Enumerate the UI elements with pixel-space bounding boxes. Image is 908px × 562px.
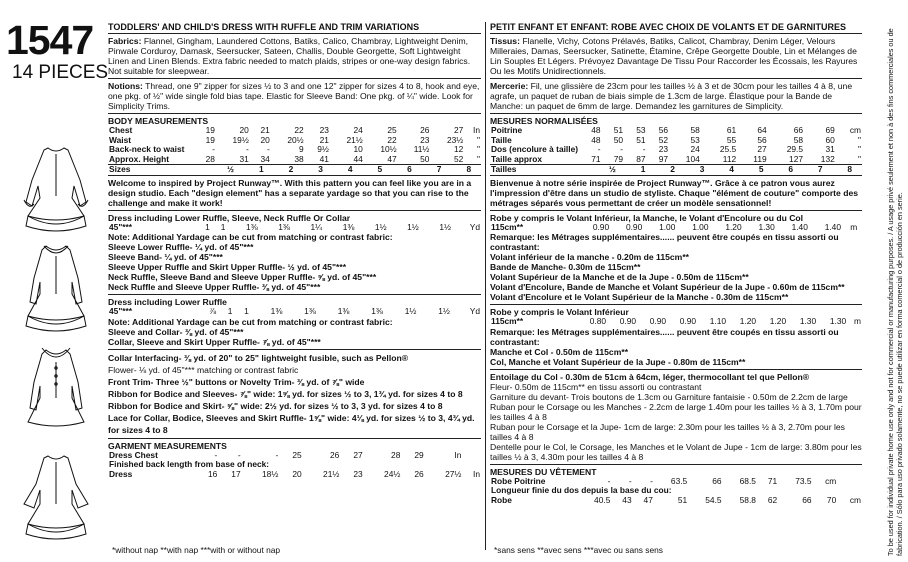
en-bm-value: 28 — [205, 153, 215, 164]
en-body-measurements-heading: BODY MEASUREMENTS — [108, 113, 481, 126]
fr-size-value: ½ — [608, 164, 616, 174]
fr-gm-value: - — [650, 475, 653, 486]
fr-sizes-label: Tailles — [491, 164, 517, 174]
fr-body-measurements-heading: MESURES NORMALISÉES — [490, 113, 862, 126]
en-bm-value: 22 — [387, 134, 397, 145]
en-flower: Flower- ⅛ yd. of 45"*** matching or contrast fabric — [108, 364, 299, 375]
en-size-value: 3 — [318, 164, 323, 174]
en-view2-yardage-value: 1⅜ — [270, 306, 283, 316]
fr-garment-measurements-heading: MESURES DU VÊTEMENT — [490, 464, 862, 477]
english-column — [108, 22, 481, 479]
fr-view2-yardage-value: 1.30 — [829, 316, 847, 326]
en-view1-item: Sleeve Lower Ruffle- ¼ yd. of 45"*** — [108, 242, 254, 252]
fr-gm-value: 73.5 — [795, 475, 812, 486]
en-bm-value: 25 — [387, 125, 397, 135]
fr-size-value: 2 — [670, 164, 675, 174]
en-gm-value: In — [473, 468, 480, 479]
en-footer: *without nap **with nap ***with or without nap — [112, 545, 281, 555]
fr-bm-value: 56 — [658, 125, 669, 135]
en-gm-value: 16 — [207, 468, 218, 479]
en-bm-value: 21½ — [346, 134, 363, 145]
en-gm-value: 17 — [231, 468, 241, 479]
en-bm-value: 27 — [453, 125, 464, 135]
dress-view-3-illustration — [14, 342, 98, 440]
pattern-number: 1547 — [6, 17, 94, 63]
en-bm-label: Approx. Height — [109, 153, 170, 164]
fr-title: PETIT ENFANT ET ENFANT: ROBE AVEC CHOIX DE VOLANTS ET DE GARNITURES — [490, 22, 862, 34]
fr-bm-value: 69 — [825, 125, 835, 135]
fr-view1-item: Volant d'Encolure, Bande de Manche et Volant Supérieur de la Jupe - 0.60m de 115cm** — [490, 282, 845, 292]
en-gm-value: 20 — [292, 468, 302, 479]
en-view1-yardage-value: 1½ — [439, 221, 451, 232]
en-gm-value: In — [454, 449, 462, 460]
fr-bm-value: 48 — [591, 125, 601, 135]
fr-view1-item: Volant Supérieur de la Manche et de la Jupe - 0.50m de 115cm** — [490, 272, 749, 282]
en-size-spacer — [472, 165, 481, 176]
fr-gm-value: - — [628, 475, 632, 486]
fr-gm-value: 71 — [767, 475, 778, 486]
fr-gm-value: cm — [825, 475, 837, 486]
fr-view1-yardage-value: 0.90 — [592, 221, 610, 232]
fr-view2-yardage-value: 0.90 — [649, 316, 667, 326]
fr-gm-value: cm — [849, 494, 861, 505]
fr-view2-yardage-value: 1.20 — [769, 316, 787, 326]
fr-bm-value: 53 — [690, 134, 700, 145]
en-view1-item: Neck Ruffle and Sleeve Upper Ruffle- ⅜ yd. of 45"*** — [108, 282, 321, 292]
fr-bm-value: 48 — [591, 134, 601, 145]
fr-bm-value: 52 — [658, 134, 669, 145]
fr-view2-yardage-value: 1.30 — [799, 316, 817, 326]
piece-count: 14 PIECES — [12, 62, 109, 83]
side-usage-note: To be used for individual private home use only and not for commercial or manufacturing purposes. / A usage privé seulement et non à des fins commerciales ou de fabrication. / Sólo para uso privado solamente, no se puede utilizar en forma comercial o de producción en serie. — [886, 28, 904, 556]
fr-body-measurements-table — [490, 126, 862, 164]
en-gm-value: 18½ — [262, 468, 279, 479]
fr-view1-unit — [858, 223, 862, 233]
fr-size-value: 1 — [640, 164, 646, 174]
en-bm-value: 21 — [319, 134, 329, 145]
fr-welcome: Bienvenue à notre série inspirée de Project Runway™. Grâce à ce patron vous aurez l'impression d'être dans un studio de styliste. Chaque "élément de couture" comporte des métrages séparés vous permettant de créer un modèle sensationnel! — [490, 177, 858, 208]
en-view1-title: Dress including Lower Ruffle, Sleeve, Neck Ruffle Or Collar — [108, 212, 351, 223]
fr-bm-value: 79 — [613, 153, 624, 164]
fr-view2-yardage-value: 0.90 — [619, 316, 637, 326]
en-gm-label: Dress Chest — [109, 449, 158, 460]
en-bm-value: 47 — [387, 153, 397, 164]
en-bm-value: - — [246, 144, 249, 154]
en-view1-item: Neck Ruffle, Sleeve Band and Sleeve Upper Ruffle- ⅝ yd. of 45"*** — [108, 272, 377, 282]
en-view2-item: Sleeve and Collar- ⅜ yd. of 45"*** — [108, 326, 244, 337]
en-bm-value: 19½ — [232, 134, 249, 145]
en-bm-value: 23 — [420, 134, 430, 145]
en-size-value: 4 — [347, 164, 353, 174]
en-gm-value: 25 — [292, 449, 302, 460]
fr-view2-item: Manche et Col - 0.50m de 115cm** — [490, 346, 629, 357]
dress-view-4-illustration — [14, 448, 98, 544]
fr-view1-yardage-value: 0.90 — [625, 221, 643, 232]
fr-gm-label: Longueur finie du dos depuis la base du cou: — [491, 485, 672, 495]
fr-bm-value: 60 — [825, 134, 835, 145]
en-ribbon-2: Ribbon for Bodice and Skirt- ⅝" wide: 2½ yd. for sizes ½ to 3, 3 yd. for sizes 4 to 8 — [108, 400, 443, 411]
column-divider — [485, 22, 486, 550]
fr-bm-value: 119 — [753, 153, 767, 164]
en-size-value: 1 — [258, 164, 264, 174]
fr-bm-value: 29.5 — [786, 144, 804, 154]
en-view1-yardage-value: 1½ — [407, 221, 419, 232]
en-bm-value: 12 — [453, 144, 464, 154]
fr-gm-value: 63.5 — [670, 475, 688, 486]
en-bm-value: 20½ — [287, 134, 304, 145]
fr-footer: *sans sens **avec sens ***avec ou sans sens — [494, 545, 663, 555]
en-view1-yardage-value: 1 — [220, 221, 226, 232]
en-bm-value: 9 — [298, 144, 304, 154]
fr-ribbon-1: Ruban pour le Corsage ou les Manches - 2.2cm de large 1.40m pour les tailles ½ à 3, 1.70m pour les tailles 4 à 8 — [490, 401, 862, 422]
en-size-value: 8 — [466, 164, 472, 174]
en-view2-note: Note: Additional Yardage can be cut from matching or contrast fabric: — [108, 316, 393, 327]
fr-view2-unit: m — [854, 316, 861, 326]
en-bm-value: " — [477, 153, 480, 164]
en-gm-value: 21½ — [323, 468, 340, 479]
fr-bm-row — [490, 145, 862, 155]
fr-bm-value: 55 — [726, 134, 737, 145]
fr-bm-value: - — [597, 144, 601, 154]
fr-view1-note: Remarque: les Métrages supplémentaires...... peuvent être coupés en tissu assorti ou contrastant: — [490, 232, 839, 252]
fr-view2-yardage — [490, 317, 862, 327]
en-view2-yardage — [108, 307, 481, 317]
en-view1-yardage-value: 1⅜ — [246, 221, 258, 232]
en-bm-value: 26 — [420, 125, 430, 135]
fr-bm-value: - — [620, 144, 624, 154]
en-sizes-row — [108, 164, 481, 176]
fr-lace: Dentelle pour le Col, le Corsage, les Manches et le Volant de Jupe - 1cm de large: 3.80m pour les tailles ½ à 3, 4.30m pour les tailles 4 à 8 — [490, 441, 862, 462]
fr-gm-value: 51 — [677, 494, 688, 505]
fr-gm-value: 40.5 — [594, 494, 611, 505]
en-bm-label: Waist — [109, 134, 132, 145]
fr-size-spacer — [853, 165, 862, 176]
fr-view1-yardage-value: 1.40 — [791, 221, 808, 232]
en-gm-value: - — [275, 449, 279, 460]
en-bm-label: Chest — [109, 125, 133, 135]
fr-bm-value: 112 — [722, 153, 737, 164]
fr-bm-value: - — [642, 144, 646, 154]
en-bm-value: 31 — [239, 153, 249, 164]
fr-view1-yardage-value: 1.00 — [692, 221, 709, 232]
en-bm-value: 10½ — [380, 144, 397, 154]
fr-garment-measurements-table — [490, 477, 862, 506]
fr-bm-value: 25.5 — [719, 144, 737, 154]
en-view1-yardage-value: 1½ — [374, 221, 387, 232]
en-bm-value: 20 — [239, 125, 249, 135]
en-gm-row — [108, 470, 481, 480]
en-bm-value: 19 — [205, 125, 215, 135]
fr-view2-width: 115cm** — [491, 316, 524, 326]
en-garment-measurements-table — [108, 451, 481, 480]
fr-bm-value: 97 — [658, 153, 669, 164]
en-bm-value: 50 — [420, 153, 430, 164]
fr-bm-label: Taille — [491, 134, 512, 145]
fr-view1-item: Volant inférieur de la manche - 0.20m de 115cm** — [490, 252, 690, 262]
fr-gm-value: 68.5 — [739, 475, 756, 486]
en-bm-value: - — [266, 144, 270, 154]
fr-bm-value: 87 — [636, 153, 646, 164]
en-gm-value: 26 — [414, 468, 424, 479]
fr-bm-value: 104 — [685, 153, 700, 164]
en-size-value: 6 — [407, 164, 412, 174]
en-bm-value: 19 — [205, 134, 215, 145]
fr-gm-value: 66 — [712, 475, 722, 486]
fr-view1-title: Robe y compris le Volant Inférieur, la Manche, le Volant d'Encolure ou du Col — [490, 212, 804, 223]
fr-gm-label: Robe Poitrine — [491, 475, 546, 486]
fr-bm-value: " — [858, 134, 861, 145]
fr-view1-yardage-value: 1.40 — [824, 221, 841, 232]
dress-view-1-illustration — [14, 140, 98, 235]
fr-bm-value: 66 — [793, 125, 804, 135]
fr-bm-value: 51 — [613, 125, 624, 135]
fr-bm-value: 58 — [793, 134, 804, 145]
en-view1-note: Note: Additional Yardage can be cut from matching or contrast fabric: — [108, 232, 393, 242]
en-ribbon-1: Ribbon for Bodice and Sleeves- ⅞" wide: 1⅝ yd. for sizes ½ to 3, 1¾ yd. for sizes 4 to 8 — [108, 388, 463, 399]
en-view1-yardage-value: 1⅜ — [342, 221, 355, 232]
fr-bm-value: 31 — [825, 144, 835, 154]
en-bm-value: 21 — [260, 125, 270, 135]
fr-view2-note: Remarque: les Métrages supplémentaires...... peuvent être coupés en tissu assorti ou contrastant: — [490, 326, 839, 347]
en-view1-yardage-value: 1 — [205, 221, 210, 232]
en-view2-item: Collar, Sleeve and Skirt Upper Ruffle- ⅞ yd. of 45"*** — [108, 336, 321, 347]
en-view2-yardage-value: 1⅜ — [371, 306, 383, 316]
fr-bm-row — [490, 126, 862, 136]
en-gm-value: 27 — [353, 449, 363, 460]
fr-size-value: 6 — [788, 164, 794, 174]
en-gm-value: 24½ — [384, 468, 401, 479]
fr-size-value: 4 — [729, 164, 734, 174]
fr-gm-value: 58.8 — [739, 494, 756, 505]
en-gm-value: 28 — [391, 449, 401, 460]
fr-view1-yardage-value: 1.20 — [725, 221, 742, 232]
en-size-value: 2 — [288, 164, 294, 174]
en-bm-value: 23 — [319, 125, 329, 135]
en-view1-unit: Yd — [469, 221, 480, 232]
en-view1-yardage — [108, 223, 481, 233]
en-bm-label: Back-neck to waist — [109, 144, 185, 154]
fr-bm-value: 24 — [690, 144, 700, 154]
fr-size-value: 8 — [847, 164, 853, 174]
fr-view2-yardage-value: 1.10 — [709, 316, 727, 326]
en-size-value: ½ — [226, 164, 234, 174]
fr-gm-value: - — [607, 475, 611, 486]
en-notions: Notions: Thread, one 9" zipper for sizes ½ to 3 and one 12" zipper for sizes 4 to 8, hook and eye, one pkg. of ½" wide single fold bias tape. Elastic for Sleeve Band: One pkg. of ¼" wide. Look for Simplicity Trims. — [108, 78, 481, 111]
fr-bm-value: 64 — [757, 125, 767, 135]
en-bm-value: 11½ — [413, 144, 430, 154]
fr-gm-value: 62 — [767, 494, 778, 505]
fr-bm-value: 132 — [820, 153, 835, 164]
en-bm-value: 23½ — [446, 134, 464, 145]
en-front-trim: Front Trim- Three ½" buttons or Novelty Trim- ⅜ yd. of ⅞" wide — [108, 376, 365, 387]
en-view1-yardage-value: 1⅜ — [278, 221, 290, 232]
fr-bm-value: 58 — [690, 125, 700, 135]
fr-interfacing: Entoilage du Col - 0.30m de 51cm à 64cm, léger, thermocollant tel que Pellon® — [490, 371, 810, 382]
en-view1-yardage-value: 1¼ — [310, 221, 323, 232]
en-view2-unit: Yd — [469, 306, 480, 316]
fr-bm-value: 71 — [591, 153, 601, 164]
fr-view2-yardage-value: 0.90 — [679, 316, 697, 326]
en-bm-value: 9½ — [317, 144, 329, 154]
fr-bm-value: cm — [849, 125, 861, 135]
dress-view-2-illustration — [14, 238, 98, 336]
fr-bm-label: Dos (encolure à taille) — [491, 144, 579, 154]
fr-bm-value: 50 — [613, 134, 624, 145]
fr-size-value: 5 — [758, 164, 764, 174]
en-fabrics: Fabrics: Flannel, Gingham, Laundered Cottons, Batiks, Calico, Chambray, Lightweight Denim, Pinwale Corduroy, Damask, Seersucker, Sateen, Challis, Double Georgette, Soft Lightweight Linen and Linen Blends. Extra fabric needed to match plaids, stripes or one-way design fabrics. Not suitable for sleepwear. — [108, 36, 471, 76]
fr-view1-yardage-value: m — [850, 221, 858, 232]
fr-gm-value: 47 — [643, 494, 653, 505]
en-bm-row — [108, 155, 481, 165]
fr-size-value: 3 — [699, 164, 705, 174]
fr-fabrics: Tissus: Flanelle, Vichy, Cotons Prélavés, Batiks, Calicot, Chambray, Denim Léger, Velours Milleraies, Damas, Seersucker, Satinette, Étamine, Crêpe Georgette Double, Lin et Mélanges de Lin Souples Et Légers. Prévoyez Davantage De Tissu Pour Raccorder les Écossais, les Rayures Ou les Motifs Unidirectionnels. — [490, 36, 858, 76]
en-bm-value: 34 — [260, 153, 270, 164]
en-gm-value: 29 — [414, 449, 424, 460]
en-gm-value: 26 — [330, 449, 340, 460]
fr-view2-yardage-value: 1.20 — [739, 316, 757, 326]
fr-bm-value: 53 — [636, 125, 646, 135]
en-bm-value: 22 — [294, 125, 304, 135]
fr-bm-value: 127 — [789, 153, 804, 164]
fr-gm-label: Robe — [491, 494, 512, 505]
en-bm-value: 52 — [453, 153, 464, 164]
en-size-value: 5 — [377, 164, 383, 174]
en-bm-value: " — [477, 134, 480, 145]
en-view1-item: Sleeve Upper Ruffle and Skirt Upper Ruffle- ½ yd. of 45"*** — [108, 262, 347, 272]
en-view2-yardage-value: 1 — [227, 306, 233, 316]
fr-gm-value: 70 — [826, 494, 837, 505]
en-view2-yardage-value: 1⅜ — [304, 306, 316, 316]
en-view2-yardage-value: 1½ — [438, 306, 450, 316]
fr-view2-title: Robe y compris le Volant Inférieur — [490, 307, 629, 317]
en-bm-value: 20 — [260, 134, 270, 145]
fr-view1-width: 115cm** — [491, 221, 524, 232]
en-view2-yardage-value: ⅞ — [209, 306, 217, 316]
fr-bm-value: " — [858, 153, 861, 164]
en-gm-value: 23 — [353, 468, 363, 479]
fr-bm-label: Taille approx — [491, 153, 543, 164]
fr-bm-value: 56 — [757, 134, 767, 145]
en-view1-width: 45"*** — [109, 221, 133, 232]
fr-view1-yardage — [490, 223, 862, 233]
en-bm-value: In — [473, 125, 480, 135]
en-view1-item: Sleeve Band- ¼ yd. of 45"*** — [108, 252, 223, 262]
en-view2-yardage-value: 1⅜ — [337, 306, 350, 316]
fr-bm-value: 51 — [636, 134, 646, 145]
fr-view2-item: Col, Manche et Volant Supérieur de la Jupe - 0.80m de 115cm** — [490, 356, 746, 367]
en-gm-label: Finished back length from base of neck: — [109, 459, 270, 469]
en-bm-value: - — [212, 144, 215, 154]
en-welcome: Welcome to inspired by Project Runway™. With this pattern you can feel like you are in a design studio. Each "design element" has a separate yardage so that you can rise to the challenge and make it work! — [108, 177, 472, 208]
en-view2-width: 45"*** — [109, 306, 133, 316]
en-bm-value: 10 — [353, 144, 363, 154]
fr-bm-value: " — [858, 144, 861, 154]
fr-view1-item: Bande de Manche- 0.30m de 115cm** — [490, 262, 641, 272]
en-view2-yardage-value: 1½ — [404, 306, 417, 316]
fr-bm-row — [490, 155, 862, 165]
en-view2-title: Dress including Lower Ruffle — [108, 297, 227, 307]
fr-notions: Mercerie: Fil, une glissière de 23cm pour les tailles ½ à 3 et de 30cm pour les tailles 4 à 8, une agrafe, un paquet de ruban de biais simple de 1.3cm de large. Élastique pour la Bande de Manche: un paquet de 6mm de large. Demandez les garnitures de Simplicity. — [490, 78, 862, 111]
fr-bm-value: 23 — [658, 144, 669, 154]
fr-view1-yardage-value: 1.00 — [659, 221, 676, 232]
french-column — [490, 22, 862, 505]
fr-view1-item: Volant d'Encolure et le Volant Supérieur de la Manche - 0.30m de 115cm** — [490, 292, 789, 302]
fr-sizes-row — [490, 164, 862, 176]
en-bm-value: 24 — [353, 125, 363, 135]
fr-size-value: 7 — [817, 164, 823, 174]
en-bm-value: 44 — [353, 153, 363, 164]
en-sizes-label: Sizes — [109, 164, 131, 174]
fr-view2-yardage-value: 0.80 — [589, 316, 607, 326]
fr-front-trim: Garniture du devant- Trois boutons de 1.3cm ou Garniture fantaisie - 0.50m de 2.2cm de large — [490, 391, 848, 402]
en-gm-value: - — [237, 449, 241, 460]
fr-ribbon-2: Ruban pour le Corsage et la Jupe- 1cm de large: 2.30m pour les tailles ½ à 3, 2.70m pour les tailles 4 à 8 — [490, 421, 845, 442]
fr-gm-value: 54.5 — [705, 494, 722, 505]
fr-bm-value: 61 — [726, 125, 737, 135]
en-title: TODDLERS' AND CHILD'S DRESS WITH RUFFLE AND TRIM VARIATIONS — [108, 22, 481, 34]
fr-gm-value: 66 — [802, 494, 812, 505]
en-bm-value: " — [477, 144, 480, 154]
en-gm-value: 27½ — [445, 468, 462, 479]
en-size-value: 7 — [436, 164, 442, 174]
en-view2-yardage-value: 1 — [244, 306, 249, 316]
en-lace: Lace for Collar, Bodice, Sleeves and Skirt Ruffle- 1⅝" wide: 4⅛ yd. for sizes ½ to 3, 4¾ yd. for sizes 4 to 8 — [108, 412, 475, 435]
en-interfacing: Collar Interfacing- ⅜ yd. of 20" to 25" lightweight fusible, such as Pellon® — [108, 352, 409, 363]
fr-gm-row — [490, 496, 862, 506]
en-body-measurements-table — [108, 126, 481, 164]
en-garment-measurements-heading: GARMENT MEASUREMENTS — [108, 438, 481, 451]
fr-gm-value: 43 — [622, 494, 632, 505]
fr-flower: Fleur- 0.50m de 115cm** en tissu assorti ou contrastant — [490, 381, 702, 392]
en-gm-label: Dress — [109, 468, 133, 479]
en-gm-value: - — [214, 449, 218, 460]
fr-view1-yardage-value: 1.30 — [758, 221, 775, 232]
en-bm-value: 38 — [294, 153, 304, 164]
fr-bm-label: Poitrine — [491, 125, 523, 135]
en-bm-value: 41 — [319, 153, 329, 164]
fr-bm-value: 27 — [757, 144, 767, 154]
